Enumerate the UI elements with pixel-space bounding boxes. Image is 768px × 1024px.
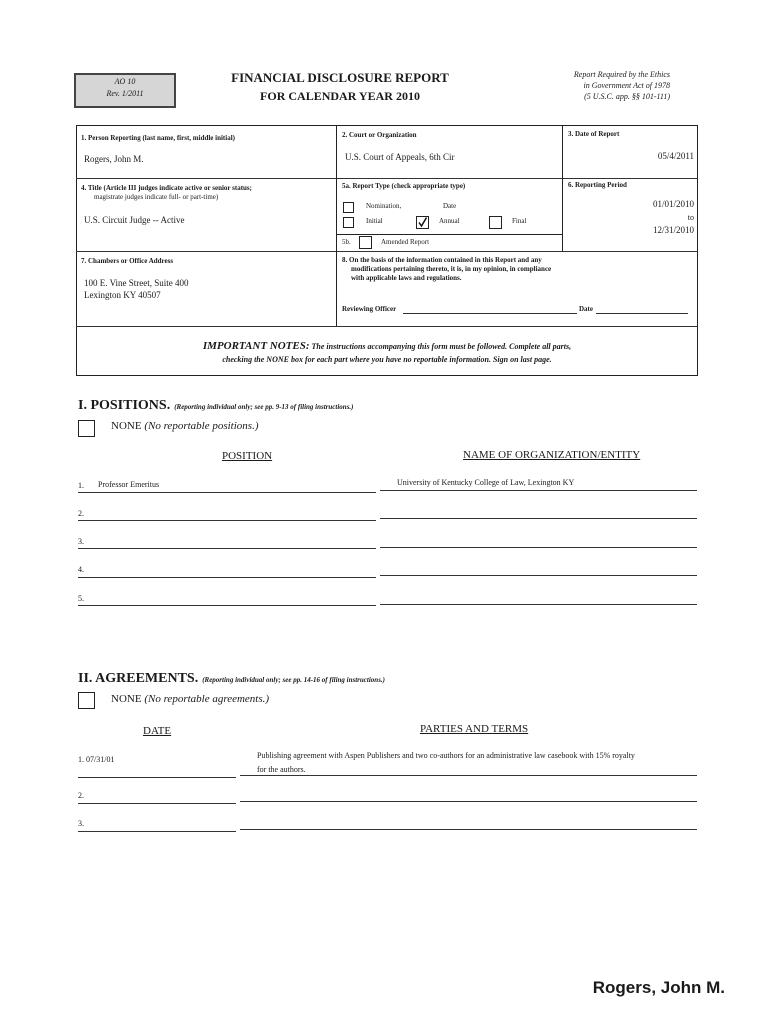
col-parties-header: PARTIES AND TERMS [420, 723, 529, 735]
amended-label: Amended Report [381, 238, 430, 246]
person-label: 1. Person Reporting (last name, first, middle initial) [81, 134, 235, 142]
agreements-none-checkbox[interactable] [78, 692, 95, 709]
agreement-row-terms-cont[interactable]: for the authors. [257, 765, 306, 774]
form-title: FINANCIAL DISCLOSURE REPORT [231, 70, 449, 85]
agreement-row-num: 2. [78, 791, 84, 800]
court-label: 2. Court or Organization [342, 131, 417, 139]
initial-checkbox[interactable] [343, 217, 354, 228]
nomination-date-label: Date [443, 202, 457, 210]
col-date-header: DATE [143, 725, 172, 737]
position-row-line-left [78, 520, 376, 521]
title-label-2: magistrate judges indicate full- or part-time) [94, 193, 219, 201]
address-label: 7. Chambers or Office Address [81, 257, 174, 265]
position-row-line-right [380, 490, 697, 491]
position-row-line-left [78, 548, 376, 549]
final-label: Final [512, 217, 527, 225]
position-row-num: 5. [78, 594, 84, 603]
period-to-word: to [687, 213, 694, 222]
positions-none [111, 420, 259, 432]
title-value[interactable]: U.S. Circuit Judge -- Active [84, 215, 185, 225]
positions-heading-text: I. POSITIONS. [78, 398, 171, 413]
review-date-line[interactable] [596, 313, 688, 314]
position-row-line-left [78, 492, 376, 493]
agreement-row-line-left [78, 777, 236, 778]
position-row-num: 2. [78, 509, 84, 518]
nomination-checkbox[interactable] [343, 202, 354, 213]
report-5b-label: 5b. [342, 238, 351, 246]
form-subtitle: FOR CALENDAR YEAR 2010 [260, 89, 420, 103]
required-line2: in Government Act of 1978 [583, 81, 670, 90]
date-label: 3. Date of Report [568, 130, 620, 138]
position-row-org[interactable]: University of Kentucky College of Law, Lexington KY [397, 478, 575, 487]
agreement-row-line-right [240, 775, 697, 776]
position-row-num: 3. [78, 537, 84, 546]
date-value[interactable]: 05/4/2011 [657, 151, 694, 161]
positions-heading [78, 396, 354, 414]
amended-checkbox[interactable] [359, 236, 372, 249]
nomination-label: Nomination, [366, 202, 402, 210]
position-row-line-left [78, 605, 376, 606]
agreement-row-terms[interactable]: Publishing agreement with Aspen Publishers and two co-authors for an administrative law casebook with 15% royalty [257, 751, 635, 760]
positions-none-note: (No reportable positions.) [144, 420, 259, 432]
agreement-row-line-right [240, 801, 697, 802]
agreements-none-note: (No reportable agreements.) [144, 693, 270, 705]
form-code-stamp [74, 73, 176, 108]
position-row-title[interactable]: Professor Emeritus [98, 480, 160, 489]
col-org-header: NAME OF ORGANIZATION/ENTITY [463, 449, 641, 461]
review-label-1: 8. On the basis of the information contained in this Report and any [342, 256, 542, 264]
court-value[interactable]: U.S. Court of Appeals, 6th Cir [345, 152, 455, 162]
title-label: 4. Title (Article III judges indicate active or senior status; [81, 184, 252, 192]
reviewing-officer-label: Reviewing Officer [342, 305, 397, 313]
annual-checkbox[interactable] [416, 216, 429, 229]
person-value[interactable]: Rogers, John M. [84, 154, 144, 164]
required-line1: Report Required by the Ethics [573, 70, 670, 79]
footer-name: Rogers, John M. [592, 978, 725, 997]
col-position-header: POSITION [222, 450, 273, 462]
positions-none-label: NONE [111, 420, 142, 432]
agreement-row-date[interactable]: 07/31/01 [86, 755, 115, 764]
agreement-row-line-right [240, 829, 697, 830]
position-row-line-left [78, 577, 376, 578]
position-row-num: 1. [78, 481, 84, 490]
final-checkbox[interactable] [489, 216, 502, 229]
period-from[interactable]: 01/01/2010 [652, 199, 694, 209]
notes-rest: The instructions accompanying this form must be followed. Complete all parts, [309, 342, 572, 351]
annual-label: Annual [439, 217, 460, 225]
important-notes [76, 340, 698, 352]
agreements-heading [78, 669, 385, 687]
positions-heading-note: (Reporting individual only; see pp. 9-13 of filing instructions.) [174, 403, 354, 411]
agreements-none-label: NONE [111, 693, 142, 705]
position-row-line-right [380, 575, 697, 576]
agreement-row-num: 3. [78, 819, 84, 828]
reviewing-officer-line[interactable] [403, 313, 577, 314]
initial-label: Initial [366, 217, 383, 225]
address-line2[interactable]: Lexington KY 40507 [84, 290, 161, 300]
period-to[interactable]: 12/31/2010 [652, 225, 694, 235]
form-code-line2: Rev. 1/2011 [106, 89, 144, 98]
review-label-2: modifications pertaining thereto, it is, in my opinion, in compliance [351, 265, 552, 273]
review-label-3: with applicable laws and regulations. [351, 274, 462, 282]
form-code-line1: AO 10 [114, 77, 136, 86]
review-date-label: Date [579, 305, 593, 313]
position-row-line-right [380, 518, 697, 519]
agreements-heading-text: II. AGREEMENTS. [78, 671, 199, 686]
agreement-row-num: 1. [78, 755, 84, 764]
position-row-line-right [380, 547, 697, 548]
position-row-line-right [380, 604, 697, 605]
period-label: 6. Reporting Period [568, 181, 627, 189]
check-icon [416, 216, 429, 229]
important-notes-line2: checking the NONE box for each part where you have no reportable information. Sign on last page. [222, 355, 552, 364]
position-row-num: 4. [78, 565, 84, 574]
agreement-row-line-left [78, 831, 236, 832]
agreement-row-line-left [78, 803, 236, 804]
report-type-label: 5a. Report Type (check appropriate type) [342, 182, 466, 190]
notes-bold: IMPORTANT NOTES: [202, 340, 310, 352]
agreements-heading-note: (Reporting individual only; see pp. 14-16 of filing instructions.) [202, 676, 385, 684]
address-line1[interactable]: 100 E. Vine Street, Suite 400 [84, 278, 189, 288]
required-line3: (5 U.S.C. app. §§ 101-111) [584, 92, 670, 101]
agreements-none [111, 693, 269, 705]
positions-none-checkbox[interactable] [78, 420, 95, 437]
